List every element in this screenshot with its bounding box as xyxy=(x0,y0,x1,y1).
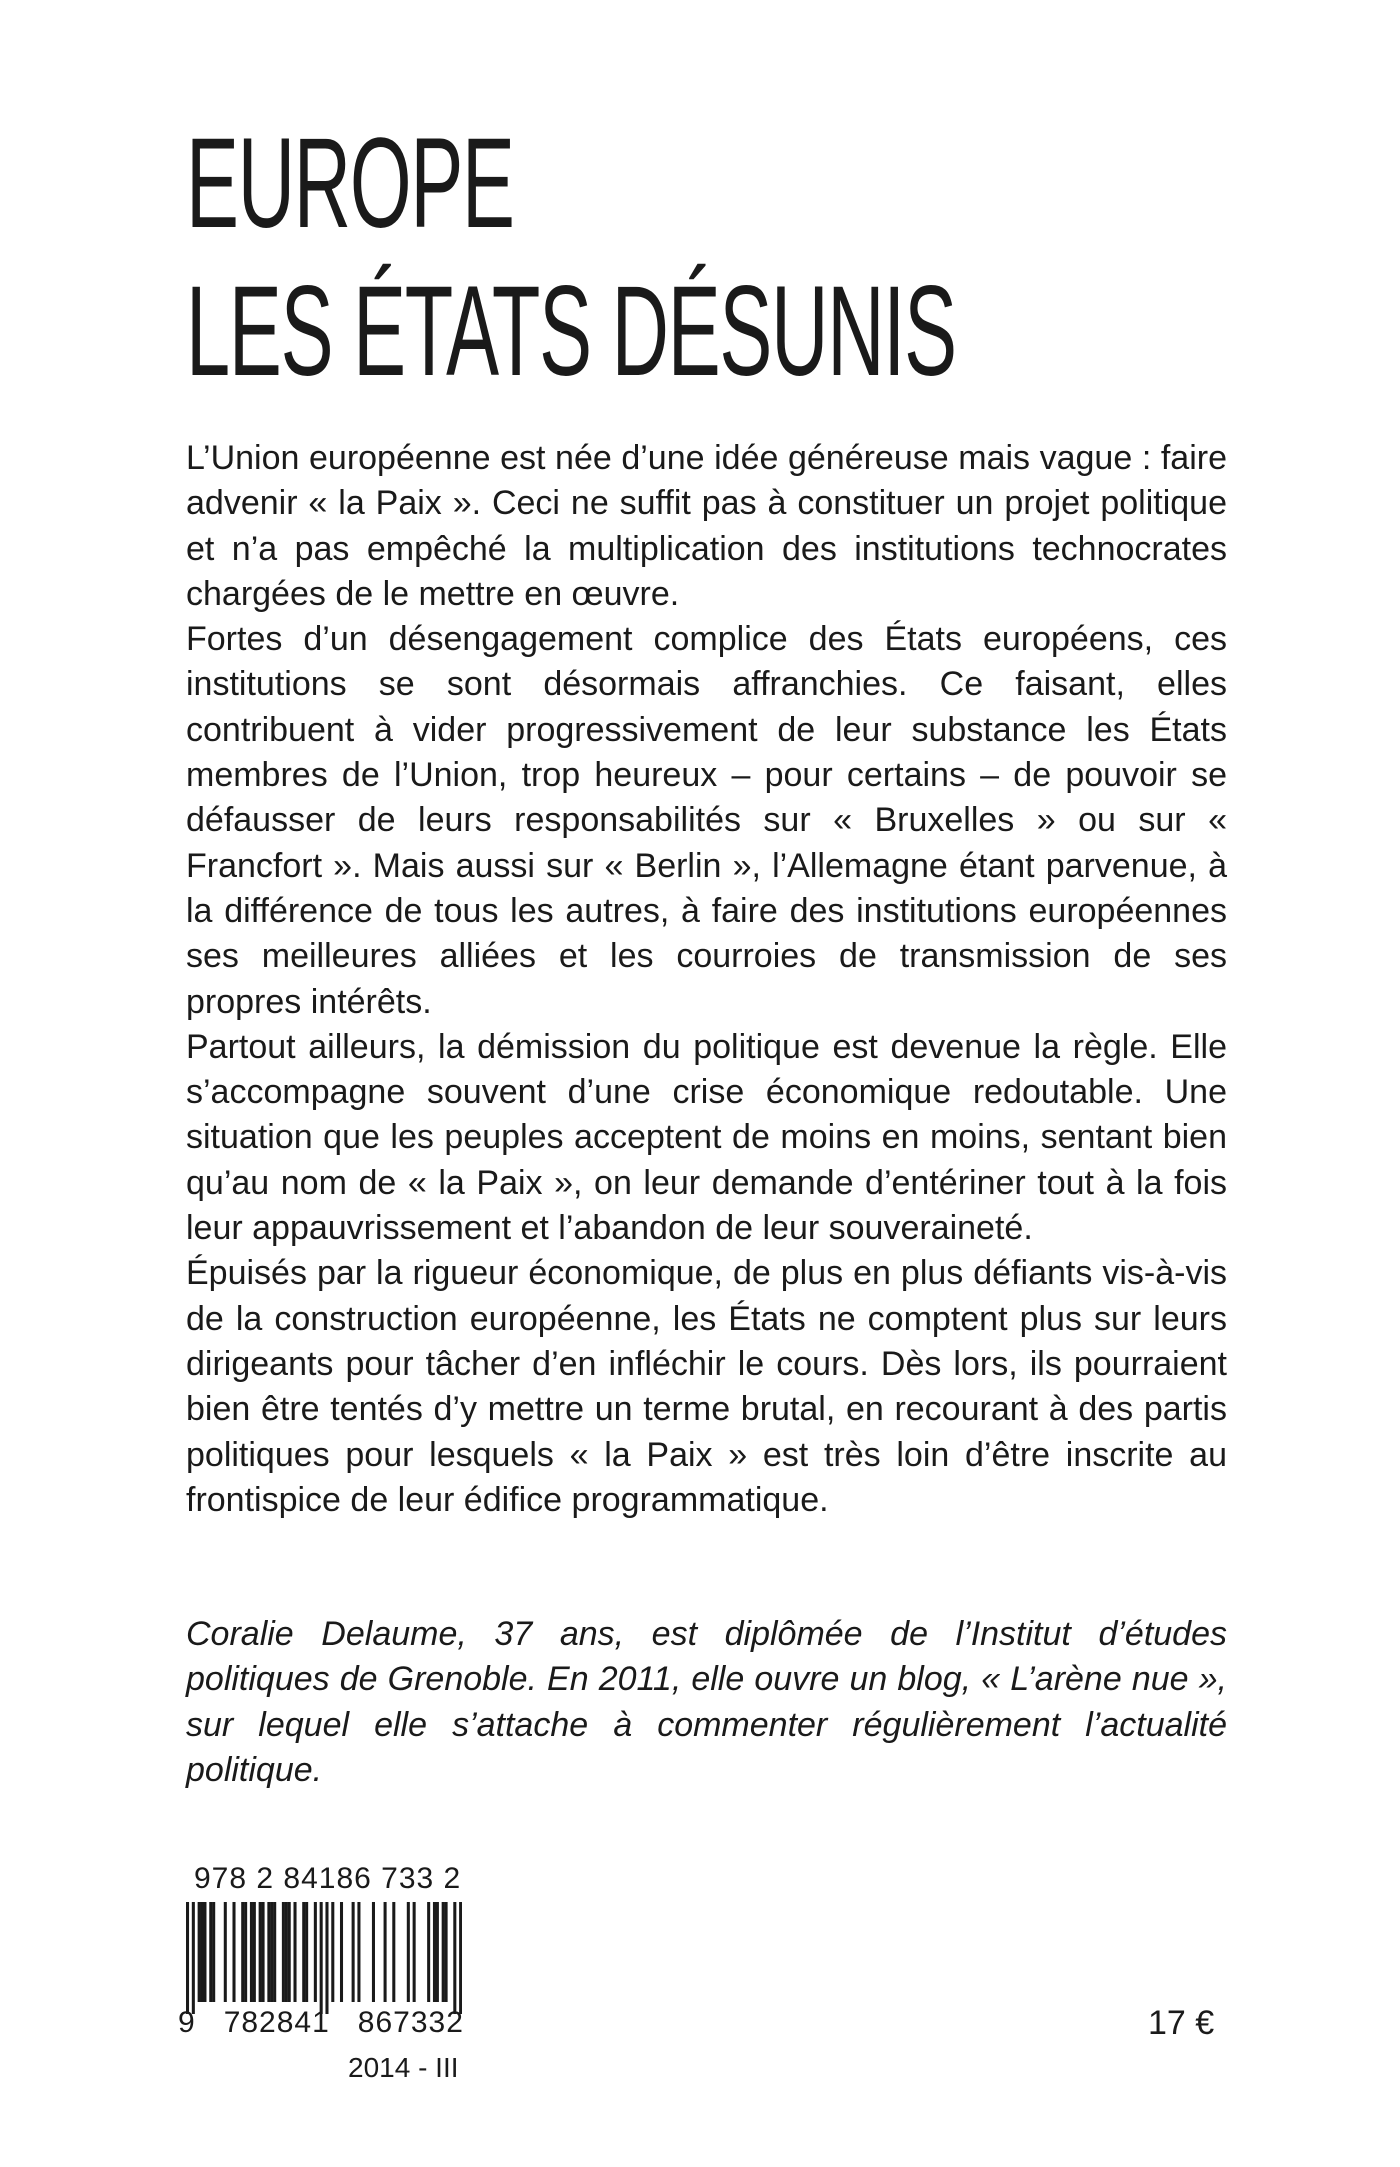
barcode-bar xyxy=(209,1902,212,2002)
barcode-guard-bar xyxy=(453,1902,456,2014)
barcode-bar xyxy=(285,1902,288,2002)
barcode-bar xyxy=(331,1902,334,2002)
barcode-bar xyxy=(224,1902,227,2002)
barcode-bar xyxy=(445,1902,448,2002)
barcode-bar xyxy=(201,1902,204,2002)
barcode-guard-bar xyxy=(459,1902,462,2014)
book-title-line-2: LES ÉTATS DÉSUNIS xyxy=(186,260,956,403)
barcode-bar xyxy=(267,1902,270,2002)
isbn-number: 978 2 84186 733 2 xyxy=(194,1862,462,1895)
book-title xyxy=(186,110,956,406)
barcode-bar xyxy=(314,1902,317,2002)
barcode-bar xyxy=(198,1902,201,2002)
barcode-bar xyxy=(203,1902,206,2002)
barcode-bar xyxy=(259,1902,262,2002)
blurb-paragraph-2: Fortes d’un désengagement complice des États européens, ces institutions se sont désormais affranchies. Ce faisant, elles contribuent à vider progressivement de leur substance les États membres de l’Union, trop heureux – pour certains – de pouvoir se défausser de leurs responsabilités sur « Bruxelles » ou sur « Francfort ». Mais aussi sur « Berlin », l’Allemagne étant parvenue, à la différence de tous les autres, à faire des institutions européennes ses meilleures alliées et les courroies de transmission de ses propres intérêts. xyxy=(186,620,1227,1021)
blurb-paragraph-1: L’Union européenne est née d’une idée généreuse mais vague : faire advenir « la Paix ». Ceci ne suffit pas à constituer un projet politique et n’a pas empêché la multiplication des institutions technocrates chargées de le mettre en œuvre. xyxy=(186,439,1227,613)
author-bio: Coralie Delaume, 37 ans, est diplômée de l’Institut d’études politiques de Grenoble. En 2011, elle ouvre un blog, « L’arène nue », sur lequel elle s’attache à commenter régulièrement l’actualité politique. xyxy=(186,1615,1227,1789)
barcode-bar xyxy=(270,1902,273,2002)
barcode-bar xyxy=(262,1902,265,2002)
barcode-bar xyxy=(384,1902,387,2002)
barcode-bar xyxy=(392,1902,395,2002)
barcode-bar xyxy=(232,1902,235,2002)
barcode-guard-bar xyxy=(186,1902,189,2014)
barcode-bar xyxy=(372,1902,375,2002)
barcode-bar xyxy=(436,1902,439,2002)
blurb-paragraph-4: Épuisés par la rigueur économique, de plus en plus défiants vis-à-vis de la construction européenne, les États ne comptent plus sur leurs dirigeants pour tâcher d’en infléchir le cours. Dès lors, ils pourraient bien être tentés d’y mettre un terme brutal, en recourant à des partis politiques pour lesquels « la Paix » est très loin d’être inscrite au frontispice de leur édifice programmatique. xyxy=(186,1254,1227,1519)
barcode-bar xyxy=(273,1902,276,2002)
barcode-guard-bar xyxy=(192,1902,195,2014)
barcode-graphic xyxy=(186,1902,462,2014)
barcode-bar xyxy=(340,1902,343,2002)
barcode-bar xyxy=(433,1902,436,2002)
barcode-bar xyxy=(413,1902,416,2002)
barcode-bar xyxy=(293,1902,296,2002)
barcode-bar xyxy=(253,1902,256,2002)
barcode-bar xyxy=(288,1902,291,2002)
barcode-bar xyxy=(282,1902,285,2002)
barcode-bar xyxy=(241,1902,244,2002)
blurb-paragraph-3: Partout ailleurs, la démission du politique est devenue la règle. Elle s’accompagne souvent d’une crise économique redoutable. Une situation que les peuples acceptent de moins en moins, sentant bien qu’au nom de « la Paix », on leur demande d’entériner tout à la fois leur appauvrissement et l’abandon de leur souveraineté. xyxy=(186,1027,1227,1248)
barcode-bar xyxy=(250,1902,253,2002)
book-title-line-1: EUROPE xyxy=(186,112,514,255)
barcode-bar xyxy=(427,1902,430,2002)
barcode-bar xyxy=(442,1902,445,2002)
edition-code: 2014 - III xyxy=(348,2052,459,2083)
price: 17 € xyxy=(1148,2004,1215,2042)
barcode-bar xyxy=(357,1902,360,2002)
barcode-bar xyxy=(305,1902,308,2002)
barcode-bar xyxy=(407,1902,410,2002)
back-cover-blurb xyxy=(186,436,1227,1523)
barcode-bar xyxy=(352,1902,355,2002)
barcode-guard-bar xyxy=(325,1902,328,2014)
barcode-bar xyxy=(212,1902,215,2002)
barcode-bar xyxy=(302,1902,305,2002)
barcode-bar xyxy=(244,1902,247,2002)
barcode-digits: 9 782841 867332 xyxy=(178,2006,464,2039)
barcode-guard-bar xyxy=(320,1902,323,2014)
